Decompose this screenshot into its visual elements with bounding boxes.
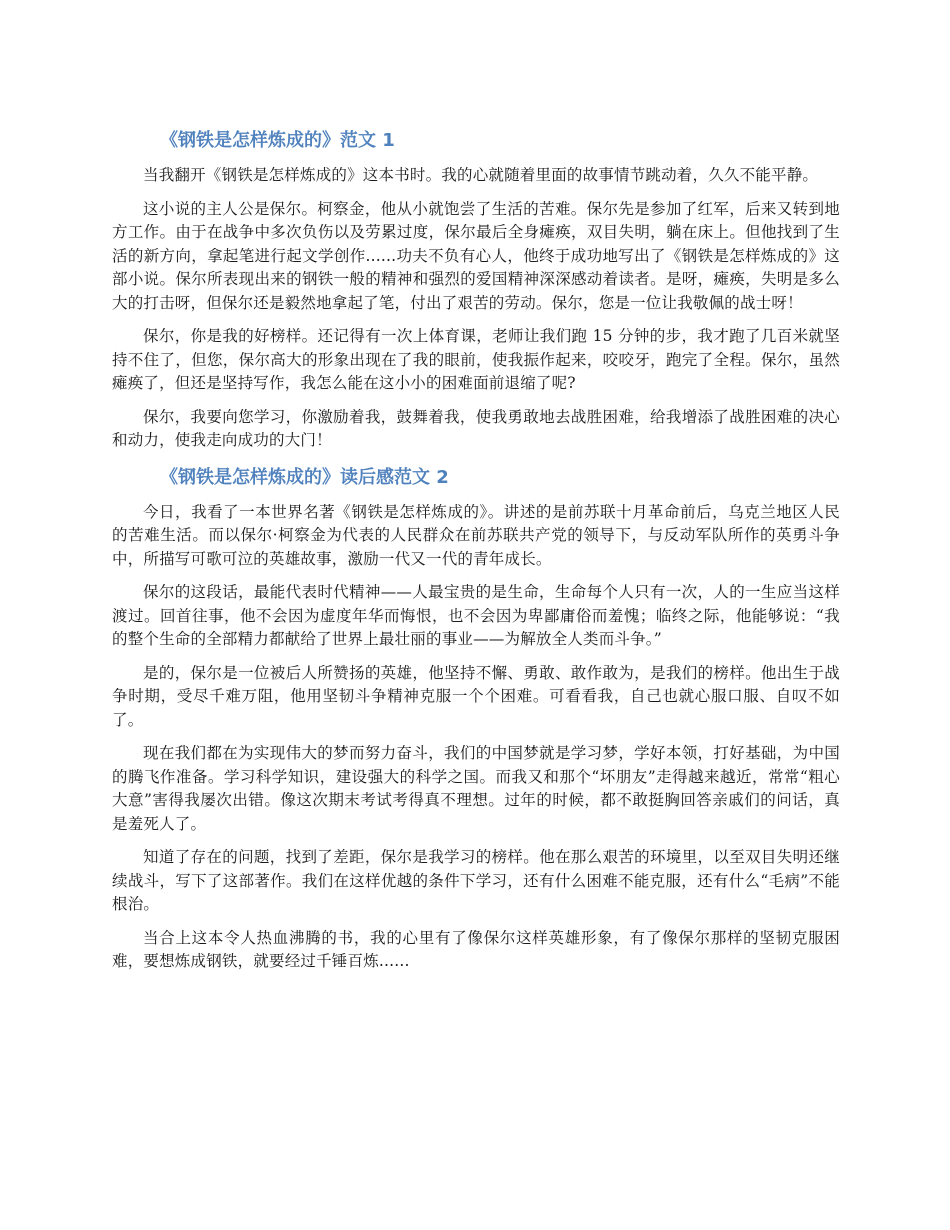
paragraph: 当我翻开《钢铁是怎样炼成的》这本书时。我的心就随着里面的故事情节跳动着，久久不能平静。: [143, 166, 819, 184]
paragraph: 现在我们都在为实现伟大的梦而努力奋斗，我们的中国梦就是学习梦，学好本领，打好基础，为中国的腾飞作准备。学习科学知识，建设强大的科学之国。而我又和那个“坏朋友”走得越来越近，常常“粗心大意”害得我屡次出错。像这次期末考试考得真不理想。过年的时候，都不敢挺胸回答亲戚们的问话，真是羞死人了。: [112, 744, 840, 833]
essay-section-2: [112, 463, 840, 974]
paragraph: 这小说的主人公是保尔。柯察金，他从小就饱尝了生活的苦难。保尔先是参加了红军，后来又转到地方工作。由于在战争中多次负伤以及劳累过度，保尔最后全身瘫痪，双目失明，躺在床上。但他找到了生活的新方向，拿起笔进行起文学创作......功夫不负有心人，他终于成功地写出了《钢铁是怎样炼成的》这部小说。保尔所表现出来的钢铁一般的精神和强烈的爱国精神深深感动着读者。是呀，瘫痪，失明是多么大的打击呀，但保尔还是毅然地拿起了笔，付出了艰苦的劳动。保尔，您是一位让我敬佩的战士呀！: [112, 199, 840, 312]
section-title: 《钢铁是怎样炼成的》范文 1: [160, 130, 395, 151]
essay-section-1: [112, 126, 840, 453]
document-page: [112, 126, 840, 984]
paragraph: 是的，保尔是一位被后人所赞扬的英雄，他坚持不懈、勇敢、敢作敢为，是我们的榜样。他出生于战争时期，受尽千难万阻，他用坚韧斗争精神克服一个个困难。可看看我，自己也就心服口服、自叹不如了。: [112, 663, 840, 729]
paragraph: 保尔，你是我的好榜样。还记得有一次上体育课，老师让我们跑 15 分钟的步，我才跑了几百米就坚持不住了，但您，保尔高大的形象出现在了我的眼前，使我振作起来，咬咬牙，跑完了全程。保尔，虽然瘫痪了，但还是坚持写作，我怎么能在这小小的困难面前退缩了呢?: [112, 327, 840, 392]
paragraph: 今日，我看了一本世界名著《钢铁是怎样炼成的》。讲述的是前苏联十月革命前后，乌克兰地区人民的苦难生活。而以保尔·柯察金为代表的人民群众在前苏联共产党的领导下，与反动军队所作的英勇斗争中，所描写可歌可泣的英雄故事，激励一代又一代的青年成长。: [112, 502, 840, 568]
section-title: 《钢铁是怎样炼成的》读后感范文 2: [160, 466, 449, 488]
paragraph: 保尔，我要向您学习，你激励着我，鼓舞着我，使我勇敢地去战胜困难，给我增添了战胜困难的决心和动力，使我走向成功的大门！: [112, 407, 840, 449]
paragraph: 知道了存在的问题，找到了差距，保尔是我学习的榜样。他在那么艰苦的环境里，以至双目失明还继续战斗，写下了这部著作。我们在这样优越的条件下学习，还有什么困难不能克服，还有什么“毛病”不能根治。: [112, 848, 840, 913]
paragraph: 当合上这本令人热血沸腾的书，我的心里有了像保尔这样英雄形象，有了像保尔那样的坚韧克服困难，要想炼成钢铁，就要经过千锤百炼......: [112, 928, 840, 970]
paragraph: 保尔的这段话，最能代表时代精神——人最宝贵的是生命，生命每个人只有一次，人的一生应当这样渡过。回首往事，他不会因为虚度年华而悔恨，也不会因为卑鄙庸俗而羞愧；临终之际，他能够说：“我的整个生命的全部精力都献给了世界上最壮丽的事业——为解放全人类而斗争。”: [112, 583, 840, 648]
